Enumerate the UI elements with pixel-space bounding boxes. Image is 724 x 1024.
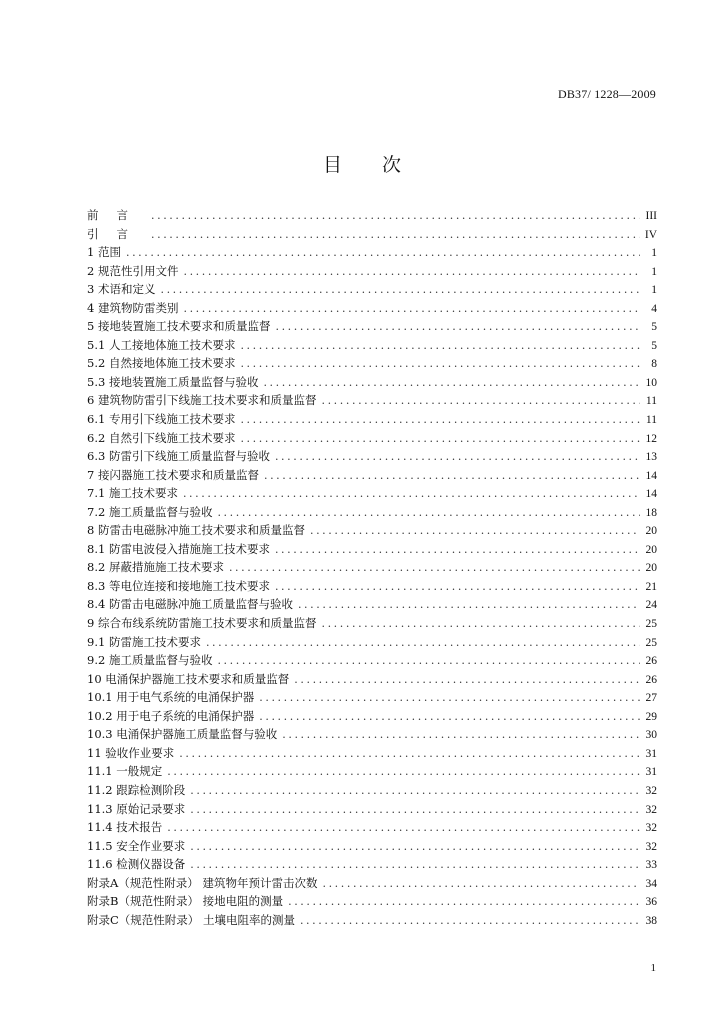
toc-entry-page: 12 (645, 432, 657, 445)
toc-entry[interactable] (87, 226, 657, 245)
toc-entry[interactable] (87, 801, 657, 820)
toc-entry[interactable] (87, 671, 657, 690)
toc-entry-label: 6 建筑物防雷引下线施工技术要求和质量监督 (87, 393, 317, 408)
toc-leader-dots (275, 543, 640, 556)
toc-entry[interactable] (87, 763, 657, 782)
toc-entry-label: 6.3 防雷引下线施工质量监督与验收 (87, 449, 270, 464)
toc-leader-dots (151, 209, 640, 222)
toc-entry[interactable] (87, 819, 657, 838)
toc-entry-page: 11 (645, 395, 657, 408)
toc-entry-page: 20 (645, 543, 657, 556)
toc-leader-dots (190, 858, 640, 871)
toc-leader-dots (321, 394, 640, 407)
toc-leader-dots (167, 821, 640, 834)
toc-leader-dots (282, 728, 640, 741)
toc-leader-dots (288, 895, 640, 908)
toc-leader-dots (190, 840, 640, 853)
toc-entry-page: 27 (645, 692, 657, 705)
toc-entry-label: 10.3 电涌保护器施工质量监督与验收 (87, 727, 278, 742)
toc-entry[interactable] (87, 689, 657, 708)
toc-leader-dots (183, 487, 640, 500)
toc-entry[interactable] (87, 504, 657, 523)
toc-entry-label: 附录A（规范性附录） 建筑物年预计雷击次数 (87, 875, 318, 890)
toc-entry-page: 32 (645, 822, 657, 835)
toc-entry-page: 11 (645, 414, 657, 427)
toc-entry-label: 附录B（规范性附录） 接地电阻的测量 (87, 894, 284, 909)
toc-entry[interactable] (87, 652, 657, 671)
toc-leader-dots (275, 320, 640, 333)
toc-entry[interactable] (87, 559, 657, 578)
toc-entry-page: 21 (645, 580, 657, 593)
toc-entry-label: 10 电涌保护器施工技术要求和质量监督 (87, 671, 290, 686)
toc-entry-label: 7 接闪器施工技术要求和质量监督 (87, 467, 259, 482)
toc-leader-dots (240, 357, 640, 370)
toc-entry[interactable] (87, 467, 657, 486)
toc-entry-page: 1 (651, 247, 657, 260)
toc-entry[interactable] (87, 300, 657, 319)
toc-entry-label: 引言 (87, 226, 146, 241)
toc-entry-label: 前言 (87, 208, 146, 222)
toc-entry-page: 32 (645, 840, 657, 853)
toc-entry-page: 14 (645, 488, 657, 501)
toc-leader-dots (240, 413, 640, 426)
toc-entry-label: 5.2 自然接地体施工技术要求 (87, 356, 236, 371)
toc-entry[interactable] (87, 856, 657, 875)
toc-leader-dots (294, 673, 640, 686)
toc-entry[interactable] (87, 578, 657, 597)
toc-entry-label: 11.4 技术报告 (87, 820, 163, 835)
toc-entry[interactable] (87, 522, 657, 541)
toc-entry-page: 20 (645, 562, 657, 575)
toc-entry[interactable] (87, 745, 657, 764)
toc-entry-page: 32 (645, 803, 657, 816)
toc-entry[interactable] (87, 912, 657, 931)
toc-leader-dots (217, 506, 640, 519)
toc-entry-page: 1 (651, 265, 657, 278)
toc-entry-page: 29 (645, 710, 657, 723)
toc-entry-label: 5 接地装置施工技术要求和质量监督 (87, 319, 271, 334)
toc-leader-dots (240, 432, 640, 445)
toc-entry[interactable] (87, 374, 657, 393)
toc-entry[interactable] (87, 615, 657, 634)
toc-entry[interactable] (87, 244, 657, 263)
toc-entry-label: 8.4 防雷击电磁脉冲施工质量监督与验收 (87, 597, 293, 612)
toc-leader-dots (298, 598, 640, 611)
toc-leader-dots (310, 524, 640, 537)
toc-entry-page: 4 (651, 302, 657, 315)
toc-entry-label: 附录C（规范性附录） 土壤电阻率的测量 (87, 912, 295, 927)
toc-leader-dots (259, 710, 640, 723)
toc-leader-dots (240, 339, 640, 352)
toc-entry-label: 11.2 跟踪检测阶段 (87, 782, 186, 797)
toc-entry[interactable] (87, 263, 657, 282)
toc-entry-page: III (645, 210, 657, 222)
toc-entry-label: 11.3 原始记录要求 (87, 801, 186, 816)
toc-entry-label: 6.2 自然引下线施工技术要求 (87, 430, 236, 445)
toc-entry-label: 7.1 施工技术要求 (87, 486, 178, 501)
toc-entry[interactable] (87, 337, 657, 356)
toc-entry-label: 10.2 用于电子系统的电涌保护器 (87, 708, 255, 723)
toc-title: 目次 (322, 154, 441, 176)
toc-leader-dots (321, 617, 640, 630)
toc-entry-page: 36 (645, 896, 657, 909)
toc-entry-label: 8.3 等电位连接和接地施工技术要求 (87, 578, 270, 593)
toc-leader-dots (259, 691, 640, 704)
toc-entry-page: 26 (645, 673, 657, 686)
toc-leader-dots (160, 283, 640, 296)
toc-entry-page: 25 (645, 636, 657, 649)
toc-leader-dots (179, 747, 640, 760)
toc-entry-page: 8 (651, 358, 657, 371)
toc-leader-dots (275, 580, 640, 593)
toc-entry-page: 25 (645, 618, 657, 631)
toc-leader-dots (229, 561, 640, 574)
toc-entry-label: 4 建筑物防雷类别 (87, 300, 179, 315)
toc-entry-label: 9.2 施工质量监督与验收 (87, 653, 213, 668)
toc-leader-dots (151, 228, 640, 241)
toc-entry[interactable] (87, 281, 657, 300)
toc-leader-dots (300, 914, 640, 927)
toc-entry-label: 11.5 安全作业要求 (87, 838, 186, 853)
toc-entry-label: 11.6 检测仪器设备 (87, 857, 186, 872)
toc-entry-label: 8.2 屏蔽措施施工技术要求 (87, 560, 224, 575)
toc-leader-dots (183, 265, 640, 278)
toc-entry[interactable] (87, 782, 657, 801)
toc-leader-dots (183, 302, 640, 315)
toc-leader-dots (322, 877, 640, 890)
toc-entry[interactable] (87, 355, 657, 374)
toc-entry-label: 9 综合布线系统防雷施工技术要求和质量监督 (87, 616, 317, 631)
toc-entry-page: 31 (645, 747, 657, 760)
toc-entry[interactable] (87, 541, 657, 560)
page-number: 1 (650, 962, 656, 974)
toc-entry-label: 11.1 一般规定 (87, 764, 163, 779)
toc-entry-page: 30 (645, 729, 657, 742)
toc-entry-page: 33 (645, 859, 657, 872)
toc-entry-label: 5.3 接地装置施工质量监督与验收 (87, 374, 259, 389)
toc-entry-label: 10.1 用于电气系统的电涌保护器 (87, 690, 255, 705)
toc-entry-page: 34 (645, 877, 657, 890)
toc-entry-label: 5.1 人工接地体施工技术要求 (87, 337, 236, 352)
toc-entry-label: 11 验收作业要求 (87, 745, 175, 760)
toc-entry-label: 9.1 防雷施工技术要求 (87, 634, 201, 649)
toc-entry[interactable] (87, 430, 657, 449)
toc-entry-page: 13 (645, 451, 657, 464)
toc-entry-page: 24 (645, 599, 657, 612)
toc-entry[interactable] (87, 893, 657, 912)
toc-entry-page: 31 (645, 766, 657, 779)
toc-leader-dots (217, 654, 640, 667)
toc-entry[interactable] (87, 207, 657, 226)
toc-entry-label: 8 防雷击电磁脉冲施工技术要求和质量监督 (87, 523, 305, 538)
toc-entry-page: 10 (645, 376, 657, 389)
toc-leader-dots (190, 784, 640, 797)
toc-entry-label: 8.1 防雷电波侵入措施施工技术要求 (87, 541, 270, 556)
toc-entry-page: 20 (645, 525, 657, 538)
toc-entry[interactable] (87, 875, 657, 894)
toc-entry[interactable] (87, 318, 657, 337)
toc-entry-label: 6.1 专用引下线施工技术要求 (87, 412, 236, 427)
toc-entry-page: 1 (651, 284, 657, 297)
toc-entry-page: 14 (645, 469, 657, 482)
toc-entry-page: 26 (645, 655, 657, 668)
toc-entry-page: 38 (645, 914, 657, 927)
toc-entry-label: 2 规范性引用文件 (87, 263, 179, 278)
toc-leader-dots (126, 246, 640, 259)
toc-entry-label: 7.2 施工质量监督与验收 (87, 504, 213, 519)
toc-entry-label: 3 术语和定义 (87, 282, 156, 297)
toc-leader-dots (263, 376, 640, 389)
table-of-contents (87, 207, 657, 930)
toc-entry[interactable] (87, 708, 657, 727)
toc-entry-page: 5 (651, 321, 657, 334)
toc-leader-dots (167, 765, 640, 778)
toc-entry[interactable] (87, 448, 657, 467)
toc-leader-dots (190, 803, 640, 816)
toc-entry[interactable] (87, 838, 657, 857)
toc-entry-page: 5 (651, 339, 657, 352)
toc-entry-page: 32 (645, 784, 657, 797)
toc-entry[interactable] (87, 634, 657, 653)
toc-entry-page: IV (644, 228, 657, 241)
toc-entry[interactable] (87, 411, 657, 430)
toc-leader-dots (264, 469, 640, 482)
toc-leader-dots (206, 636, 640, 649)
toc-entry[interactable] (87, 726, 657, 745)
toc-entry[interactable] (87, 596, 657, 615)
standard-code: DB37/ 1228—2009 (557, 87, 656, 101)
toc-entry-label: 1 范围 (87, 245, 121, 260)
toc-leader-dots (275, 450, 640, 463)
toc-entry-page: 18 (645, 506, 657, 519)
toc-entry[interactable] (87, 485, 657, 504)
toc-entry[interactable] (87, 392, 657, 411)
